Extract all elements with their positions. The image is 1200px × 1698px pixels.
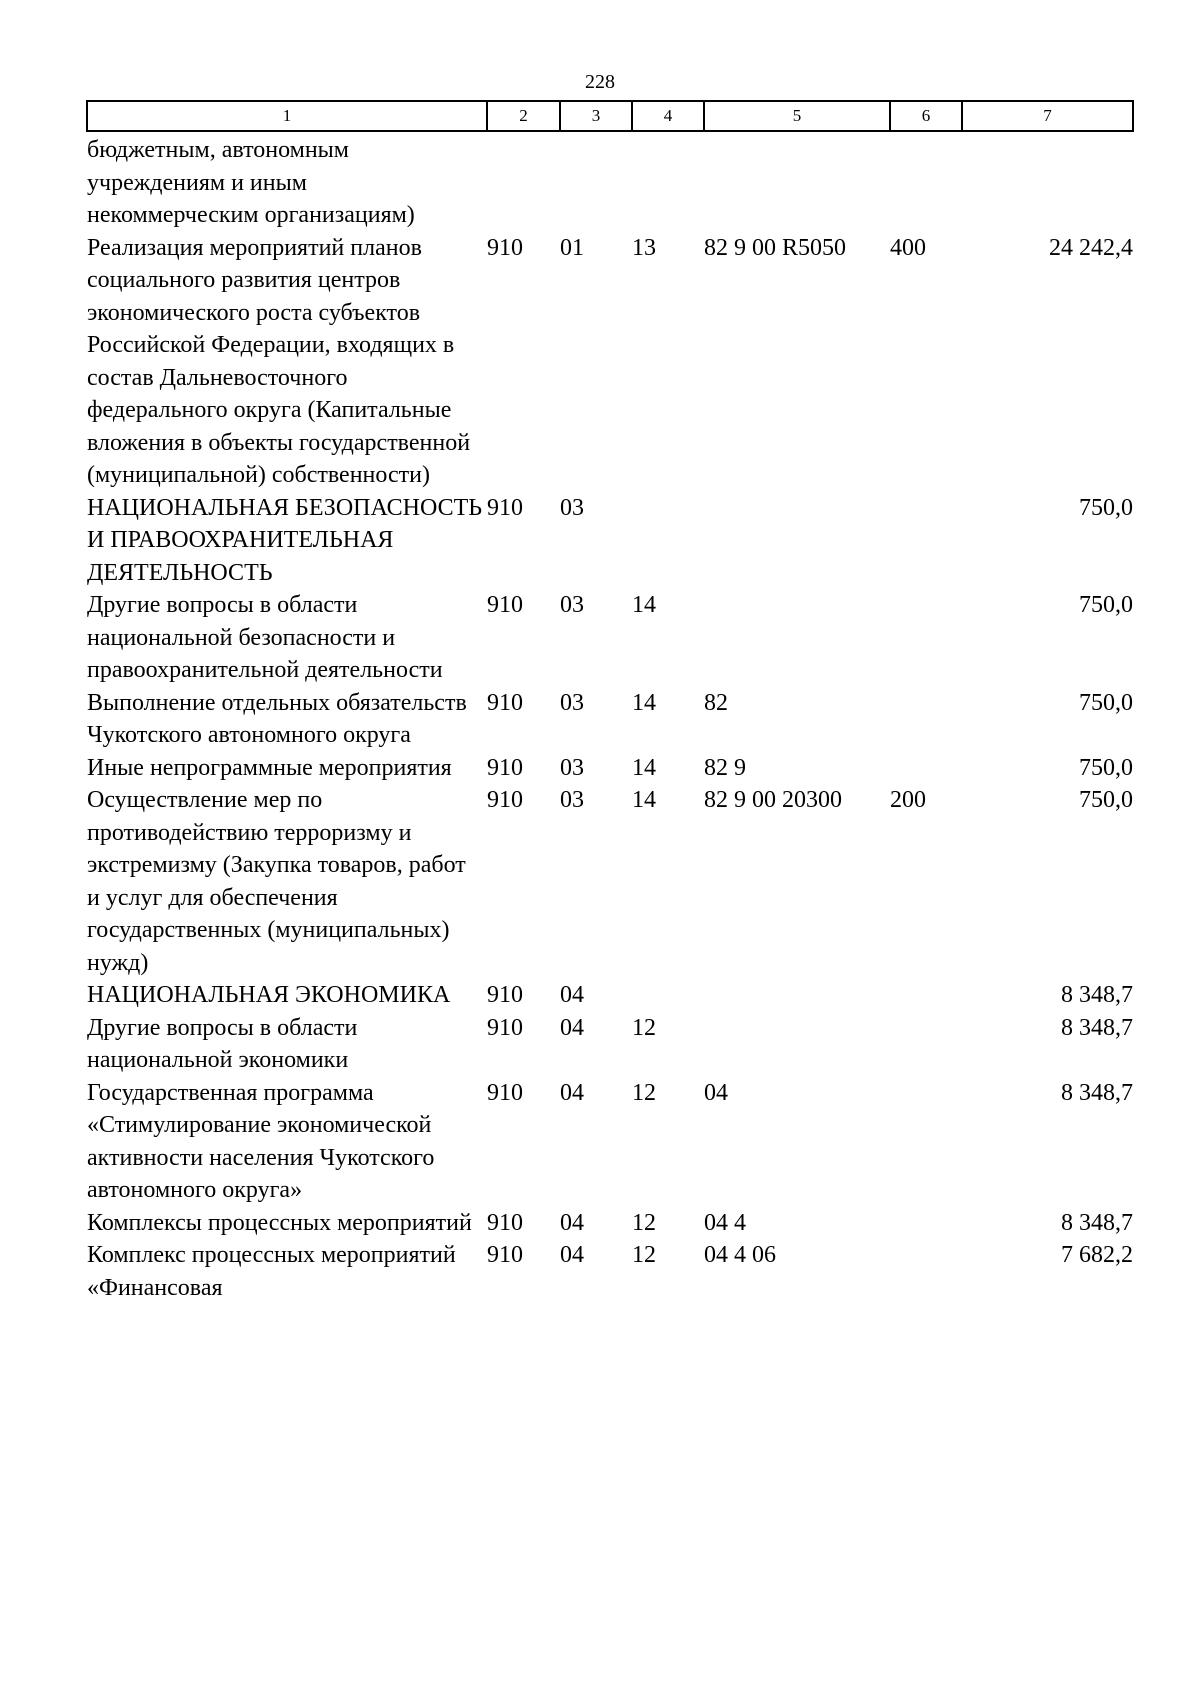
section-code-cell (560, 131, 632, 232)
expense-type-cell (890, 1077, 962, 1207)
expense-type-cell (890, 752, 962, 785)
row-name-cell: Реализация мероприятий планов социального развития центров экономического роста субъектов Российской Федерации, входящих в состав Дальневосточного федерального округа (Капитальные вложения в объекты государственной (муниципальной) собственности) (87, 234, 471, 488)
target-article-cell: 04 (704, 1079, 728, 1106)
table-row (87, 752, 1133, 785)
page-number: 228 (585, 71, 615, 93)
subsection-code-cell (632, 979, 704, 1012)
column-header: 3 (560, 101, 632, 131)
target-article-cell: 82 9 00 R5050 (704, 234, 847, 261)
target-article-cell (704, 1012, 890, 1077)
grbs-code-cell: 910 (487, 1209, 523, 1236)
table-row (87, 1207, 1133, 1240)
section-code-cell: 01 (560, 234, 584, 261)
column-header: 5 (704, 101, 890, 131)
grbs-code-cell: 910 (487, 1079, 523, 1106)
amount-cell: 8 348,7 (1061, 982, 1133, 1008)
expense-type-cell (890, 979, 962, 1012)
section-code-cell: 03 (560, 754, 584, 781)
target-article-cell (704, 589, 890, 687)
grbs-code-cell: 910 (487, 1014, 523, 1041)
section-code-cell: 03 (560, 592, 584, 618)
amount-cell: 8 348,7 (1061, 1209, 1133, 1236)
subsection-code-cell: 14 (632, 754, 656, 781)
expense-type-cell (890, 1207, 962, 1240)
table-row (87, 1239, 1133, 1304)
grbs-code-cell: 910 (487, 1242, 523, 1268)
table-row (87, 784, 1133, 979)
subsection-code-cell: 14 (632, 592, 656, 618)
row-name-cell: Другие вопросы в области национальной экономики (87, 1014, 358, 1073)
table-row (87, 492, 1133, 590)
table-row (87, 232, 1133, 492)
grbs-code-cell: 910 (487, 787, 523, 813)
amount-cell: 750,0 (1079, 787, 1133, 813)
section-code-cell: 03 (560, 494, 584, 521)
target-article-cell (704, 979, 890, 1012)
target-article-cell: 04 4 06 (704, 1242, 776, 1268)
grbs-code-cell (487, 131, 560, 232)
row-name-cell: Иные непрограммные мероприятия (87, 754, 452, 781)
grbs-code-cell: 910 (487, 592, 523, 618)
section-code-cell: 03 (560, 689, 584, 716)
amount-cell: 8 348,7 (1061, 1079, 1133, 1106)
amount-cell: 750,0 (1079, 689, 1133, 716)
table-row (87, 1077, 1133, 1207)
section-code-cell: 04 (560, 1014, 584, 1041)
subsection-code-cell: 14 (632, 689, 656, 716)
section-code-cell: 04 (560, 1242, 584, 1268)
grbs-code-cell: 910 (487, 494, 523, 521)
amount-cell: 7 682,2 (1061, 1242, 1133, 1268)
row-name-cell: бюджетным, автономным учреждениям и иным некоммерческим организациям) (87, 137, 415, 228)
grbs-code-cell: 910 (487, 982, 523, 1008)
column-header: 4 (632, 101, 704, 131)
section-code-cell: 04 (560, 982, 584, 1008)
subsection-code-cell: 14 (632, 787, 656, 813)
section-code-cell: 03 (560, 787, 584, 813)
row-name-cell: Государственная программа «Стимулирование экономической активности населения Чукотского автономного округа» (87, 1079, 435, 1203)
subsection-code-cell: 12 (632, 1242, 656, 1268)
grbs-code-cell: 910 (487, 689, 523, 716)
subsection-code-cell: 12 (632, 1079, 656, 1106)
subsection-code-cell: 13 (632, 234, 656, 261)
target-article-cell (704, 492, 890, 590)
table-row (87, 589, 1133, 687)
amount-cell: 750,0 (1079, 592, 1133, 618)
section-code-cell: 04 (560, 1079, 584, 1106)
section-code-cell: 04 (560, 1209, 584, 1236)
expense-type-cell (890, 492, 962, 590)
expense-type-cell: 200 (890, 787, 926, 813)
expense-type-cell: 400 (890, 234, 926, 261)
column-header: 7 (962, 101, 1133, 131)
column-header: 6 (890, 101, 962, 131)
table-row (87, 687, 1133, 752)
row-name-cell: НАЦИОНАЛЬНАЯ БЕЗОПАСНОСТЬ И ПРАВООХРАНИТЕЛЬНАЯ ДЕЯТЕЛЬНОСТЬ (87, 494, 483, 586)
table-row (87, 131, 1133, 232)
target-article-cell: 82 9 00 20300 (704, 787, 842, 813)
grbs-code-cell: 910 (487, 754, 523, 781)
grbs-code-cell: 910 (487, 234, 523, 261)
expense-type-cell (890, 1239, 962, 1304)
expense-type-cell (890, 687, 962, 752)
target-article-cell: 82 9 (704, 754, 746, 781)
budget-table (86, 100, 1134, 1304)
row-name-cell: Комплекс процессных мероприятий «Финансовая (87, 1242, 456, 1301)
subsection-code-cell (632, 492, 704, 590)
row-name-cell: Осуществление мер по противодействию терроризму и экстремизму (Закупка товаров, работ и услуг для обеспечения государственных (муниципальных) нужд) (87, 787, 466, 976)
subsection-code-cell: 12 (632, 1014, 656, 1041)
row-name-cell: Другие вопросы в области национальной безопасности и правоохранительной деятельности (87, 592, 443, 683)
row-name-cell: Выполнение отдельных обязательств Чукотского автономного округа (87, 689, 467, 748)
row-name-cell: НАЦИОНАЛЬНАЯ ЭКОНОМИКА (87, 982, 451, 1008)
expense-type-cell (890, 131, 962, 232)
target-article-cell: 82 (704, 689, 728, 716)
expense-type-cell (890, 1012, 962, 1077)
amount-cell: 750,0 (1079, 494, 1133, 521)
subsection-code-cell (632, 131, 704, 232)
header-row (87, 101, 1133, 131)
amount-cell: 750,0 (1079, 754, 1133, 781)
amount-cell (962, 131, 1133, 232)
table-row (87, 979, 1133, 1012)
column-header: 2 (487, 101, 560, 131)
amount-cell: 8 348,7 (1061, 1014, 1133, 1041)
target-article-cell (704, 131, 890, 232)
table-row (87, 1012, 1133, 1077)
row-name-cell: Комплексы процессных мероприятий (87, 1209, 472, 1236)
expense-type-cell (890, 589, 962, 687)
column-header: 1 (87, 101, 487, 131)
amount-cell: 24 242,4 (1049, 234, 1133, 261)
target-article-cell: 04 4 (704, 1209, 746, 1236)
subsection-code-cell: 12 (632, 1209, 656, 1236)
